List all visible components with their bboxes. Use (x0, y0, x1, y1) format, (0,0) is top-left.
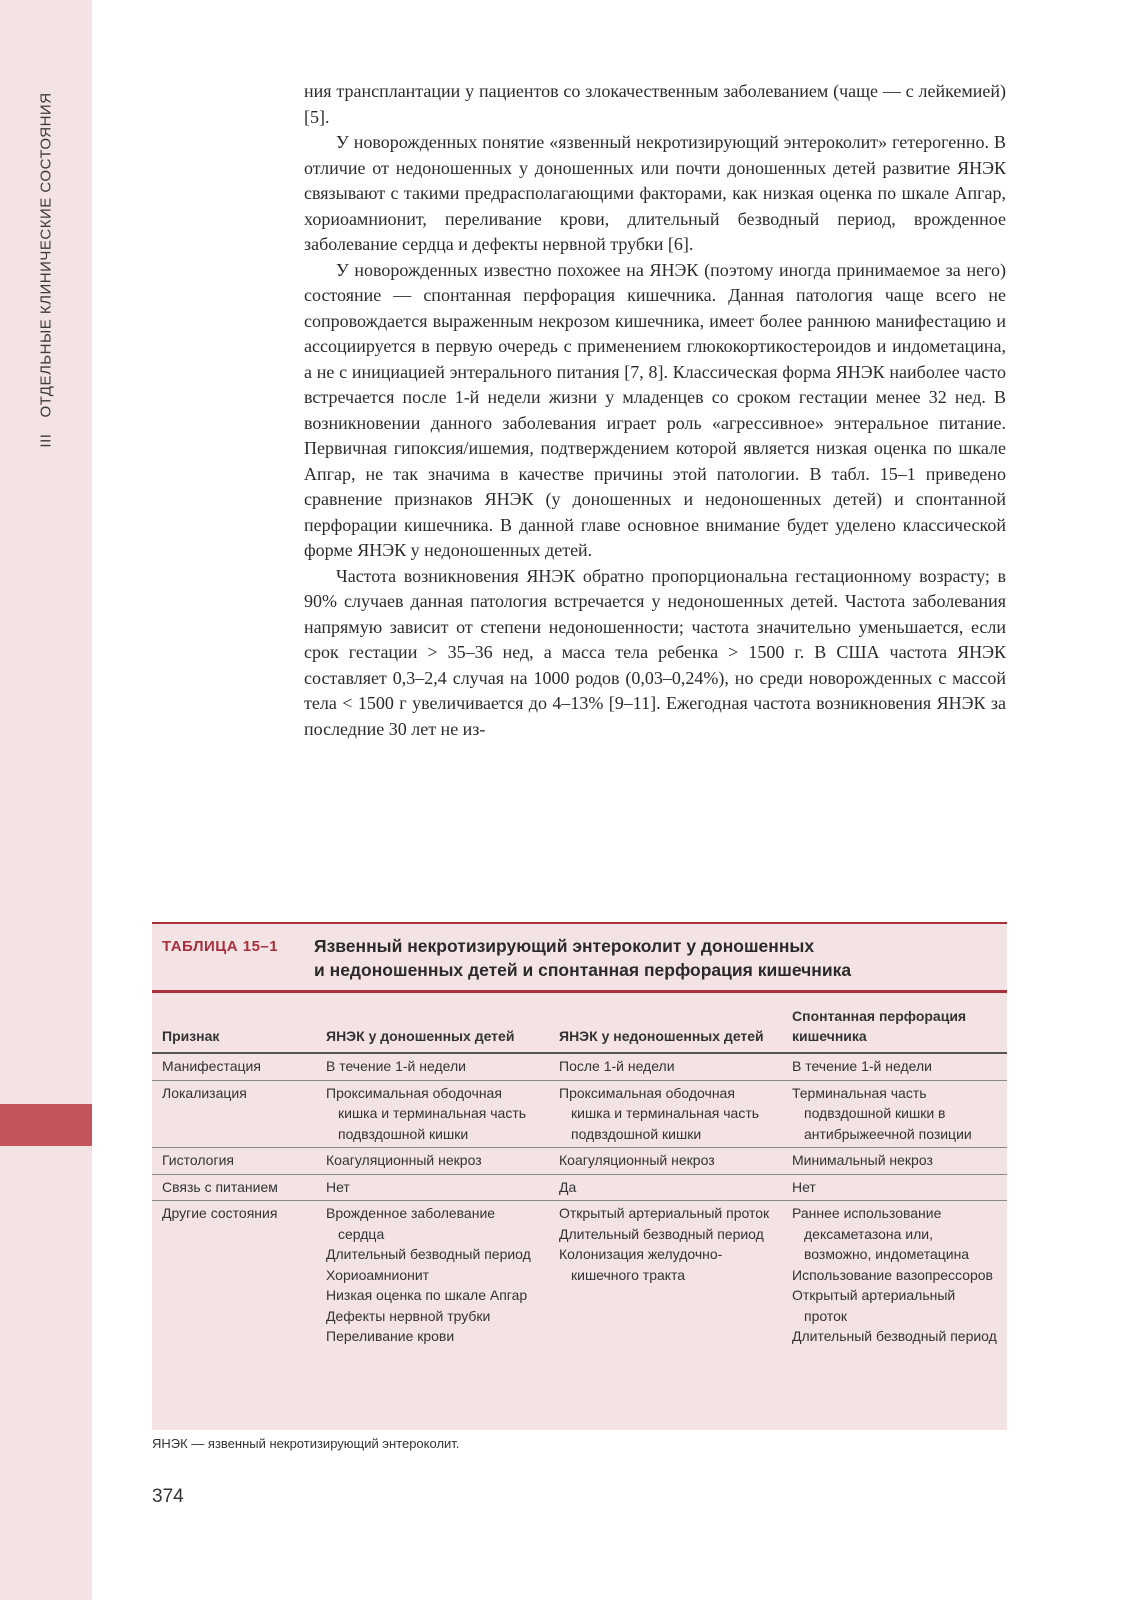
cell-line: Да (559, 1178, 577, 1195)
cell-line: Длительный безводный период (326, 1246, 531, 1262)
table-row (152, 1201, 1007, 1350)
cell-line: После 1-й недели (559, 1058, 675, 1074)
table-cell (316, 1201, 549, 1350)
table-cell (316, 1174, 549, 1201)
table-header (152, 924, 1007, 993)
cell-line: Минимальный некроз (792, 1152, 933, 1168)
running-section-label (38, 10, 55, 530)
table-15-1 (152, 922, 1007, 1430)
row-label: Другие состояния (162, 1205, 278, 1221)
table-title-line: Язвенный некротизирующий энтероколит у доношенных (314, 936, 815, 956)
table-row (152, 1080, 1007, 1148)
table-cell (316, 1053, 549, 1080)
table-cell (549, 1080, 782, 1148)
paragraph: ния трансплантации у пациентов со злокачественным заболеванием (чаще — с лейкемией) [5]. (304, 81, 1006, 127)
cell-line: Открытый артериальный проток (792, 1287, 956, 1324)
table-row (152, 1053, 1007, 1080)
table-cell (782, 1174, 1007, 1201)
table-cell (782, 1053, 1007, 1080)
table-cell (782, 1148, 1007, 1175)
table-cell (549, 1148, 782, 1175)
cell-line: Колонизация желудочно-кишечного тракта (559, 1246, 723, 1283)
table-cell (549, 1053, 782, 1080)
table-footnote: ЯНЭК — язвенный некротизирующий энтероколит. (152, 1436, 460, 1451)
paragraph: Частота возникновения ЯНЭК обратно пропорциональна гестационному возрасту; в 90% случаев данная патология встречается у недоношенных детей. Частота заболевания напрямую зависит от степени недоношенности; частота значительно уменьшается, если срок гестации > 35–36 нед, а масса тела ребенка > 1500 г. В США частота ЯНЭК составляет 0,3–2,4 случая на 1000 родов (0,03–0,24%), но среди новорожденных с массой тела < 1500 г увеличивается до 4–13% [9–11]. Ежегодная частота возникновения ЯНЭК за последние 30 лет не из- (304, 565, 1006, 739)
table-cell (549, 1201, 782, 1350)
row-label: Гистология (152, 1148, 316, 1175)
cell-line: Низкая оценка по шкале Апгар (326, 1287, 528, 1303)
cell-line: Проксимальная ободочная кишка и терминальная часть подвздошной кишки (559, 1084, 760, 1142)
cell-line: Использование вазопрессоров (792, 1266, 993, 1283)
table-body (152, 1053, 1007, 1350)
section-title: ОТДЕЛЬНЫЕ КЛИНИЧЕСКИЕ СОСТОЯНИЯ (37, 92, 55, 418)
table-number: ТАБЛИЦА 15–1 (162, 938, 279, 955)
cell-line: Коагуляционный некроз (559, 1152, 715, 1168)
table-row (152, 1174, 1007, 1201)
cell-line: Раннее использование дексаметазона или, возможно, индометацина (792, 1205, 970, 1262)
paragraph: У новорожденных известно похожее на ЯНЭК (поэтому иногда принимаемое за него) состояние — спонтанная перфорация кишечника. Данная патология чаще всего не сопровождается выраженным некрозом кишечника, имеет более раннюю манифестацию и ассоциируется в первую очередь с применением глюкокортикостероидов и индометацина, а не с инициацией энтерального питания [7, 8]. Классическая форма ЯНЭК наиболее часто встречается после 1-й недели жизни у младенцев со сроком гестации менее 32 нед. В возникновении данного заболевания играет роль «агрессивное» энтеральное питание. Первичная гипоксия/ишемия, подтверждением которой является низкая оценка по шкале Апгар, не так значима в качестве причины этой патологии. В табл. 15–1 приведено сравнение признаков ЯНЭК (у доношенных и недоношенных детей) и спонтанной перфорации кишечника. В данной главе основное внимание будет уделено классической форме ЯНЭК у недоношенных детей. (304, 259, 1006, 560)
page-number: 374 (152, 1486, 184, 1507)
row-label: Связь с питанием (152, 1174, 316, 1201)
table-row (152, 1148, 1007, 1175)
cell-line: Врожденное заболевание сердца (326, 1205, 496, 1242)
column-header: ЯНЭК у недоношенных детей (549, 996, 782, 1053)
cell-line: Дефекты нервной трубки (326, 1307, 491, 1324)
column-header: Спонтанная перфорация кишечника (782, 996, 1007, 1053)
cell-line: Переливание крови (326, 1328, 455, 1344)
column-header: ЯНЭК у доношенных детей (316, 996, 549, 1053)
table-cell (316, 1148, 549, 1175)
part-number: III (37, 433, 55, 448)
cell-line: Длительный безводный период (559, 1225, 764, 1242)
comparison-table (152, 996, 1007, 1350)
row-label: Локализация (152, 1080, 316, 1148)
table-title (314, 934, 994, 982)
column-header: Признак (152, 996, 316, 1053)
cell-line: Открытый артериальный проток (559, 1205, 770, 1221)
table-title-line: и недоношенных детей и спонтанная перфорация кишечника (314, 960, 852, 980)
table-cell (782, 1201, 1007, 1350)
table-cell (782, 1080, 1007, 1148)
row-label: Манифестация (152, 1053, 316, 1080)
table-cell (316, 1080, 549, 1148)
body-text (304, 79, 1006, 742)
paragraph: У новорожденных понятие «язвенный некротизирующий энтероколит» гетерогенно. В отличие от недоношенных у доношенных или почти доношенных детей развитие ЯНЭК связывают с такими предрасполагающими факторами, как низкая оценка по шкале Апгар, хориоамнионит, переливание крови, длительный безводный период, врожденное заболевание сердца и дефекты нервной трубки [6]. (304, 132, 1006, 254)
cell-line: В течение 1-й недели (326, 1058, 466, 1074)
cell-line: Проксимальная ободочная кишка и терминальная часть подвздошной кишки (326, 1084, 527, 1142)
side-accent-bar (0, 1104, 92, 1146)
cell-line: Нет (326, 1178, 350, 1195)
cell-line: Нет (792, 1178, 816, 1195)
cell-line: В течение 1-й недели (792, 1058, 932, 1074)
table-header-row (152, 996, 1007, 1053)
cell-line: Коагуляционный некроз (326, 1152, 482, 1168)
table-cell (549, 1174, 782, 1201)
cell-line: Терминальная часть подвздошной кишки в антибрыжеечной позиции (792, 1084, 972, 1142)
cell-line: Хориоамнионит (326, 1266, 430, 1283)
cell-line: Длительный безводный период (792, 1328, 997, 1344)
